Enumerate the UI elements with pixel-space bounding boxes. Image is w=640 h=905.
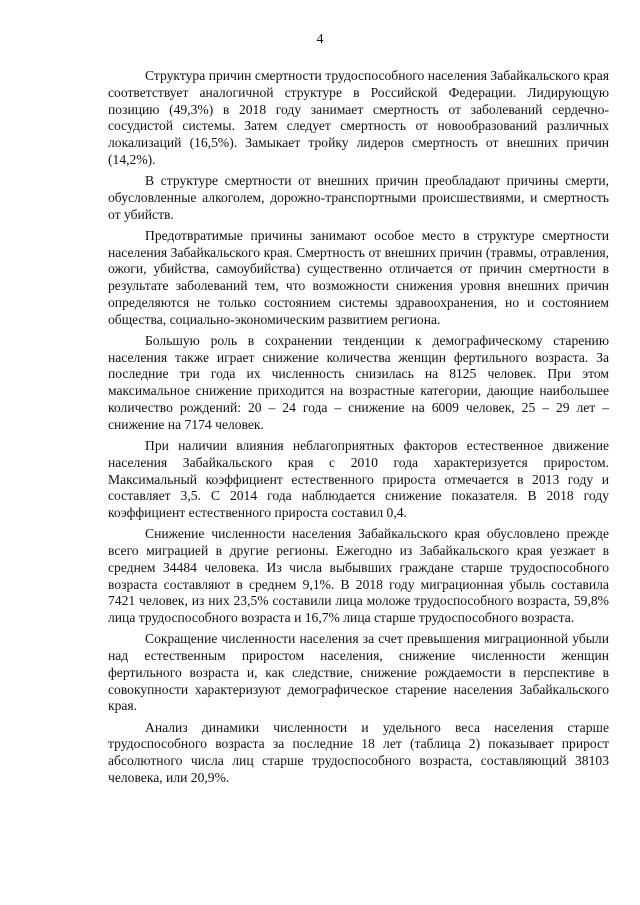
paragraph-demographic-aging: Сокращение численности населения за счет превышения миграционной убыли над естественным приростом населения, снижение численности женщин фертильного возраста и, как следствие, снижение рождаемости в перспективе в совокупности характеризуют демографическое старение населения Забайкальского края.: [108, 631, 609, 714]
paragraph-natural-growth: При наличии влияния неблагоприятных факторов естественное движение населения Забайкальского края с 2010 года характеризуется приростом. Максимальный коэффициент естественного прироста отмечается в 2013 году и составляет 3,5. С 2014 года наблюдается снижение показателя. В 2018 году коэффициент естественного прироста составил 0,4.: [108, 437, 609, 521]
paragraph-fertile-women: Большую роль в сохранении тенденции к демографическому старению населения также играет снижение количества женщин фертильного возраста. За последние три года их численность снизилась на 8125 человек. При этом максимальное снижение приходится на возрастные категории, дающие наибольшее количество рождений: 20 – 24 года – снижение на 6009 человек, 25 – 29 лет – снижение на 7174 человек.: [108, 332, 609, 432]
paragraph-population-dynamics: Анализ динамики численности и удельного веса населения старше трудоспособного возраста за последние 18 лет (таблица 2) показывает прирост абсолютного числа лиц старше трудоспособного возраста, составляющий 38103 человека, или 20,9%.: [108, 719, 609, 785]
document-body: [108, 68, 609, 791]
paragraph-preventable-causes: Предотвратимые причины занимают особое место в структуре смертности населения Забайкальского края. Смертность от внешних причин (травмы, отравления, ожоги, убийства, самоубийства) существенно отличается от причин смертности в результате заболеваний тем, что возможности снижения уровня внешних причин определяются не только состоянием системы здравоохранения, но и состоянием общества, социально-экономическим развитием региона.: [108, 227, 609, 327]
page-number: 4: [316, 32, 324, 47]
paragraph-migration: Снижение численности населения Забайкальского края обусловлено прежде всего миграцией в другие регионы. Ежегодно из Забайкальского края уезжает в среднем 34484 человека. Из числа выбывших граждане старше трудоспособного возраста составляют в среднем 9,1%. В 2018 году миграционная убыль составила 7421 человек, из них 23,5% составили лица моложе трудоспособного возраста, 59,8% лица трудоспособного возраста и 16,7% лица старше трудоспособного возраста.: [108, 526, 609, 626]
paragraph-mortality-structure: Структура причин смертности трудоспособного населения Забайкальского края соответствует аналогичной структуре в Российской Федерации. Лидирующую позицию (49,3%) в 2018 году занимает смертность от заболеваний сердечно-сосудистой системы. Затем следует смертность от новообразований различных локализаций (16,5%). Замыкает тройку лидеров смертность от внешних причин (14,2%).: [108, 68, 609, 167]
paragraph-external-causes: В структуре смертности от внешних причин преобладают причины смерти, обусловленные алкоголем, дорожно-транспортными происшествиями, и смертность от убийств.: [108, 173, 609, 222]
